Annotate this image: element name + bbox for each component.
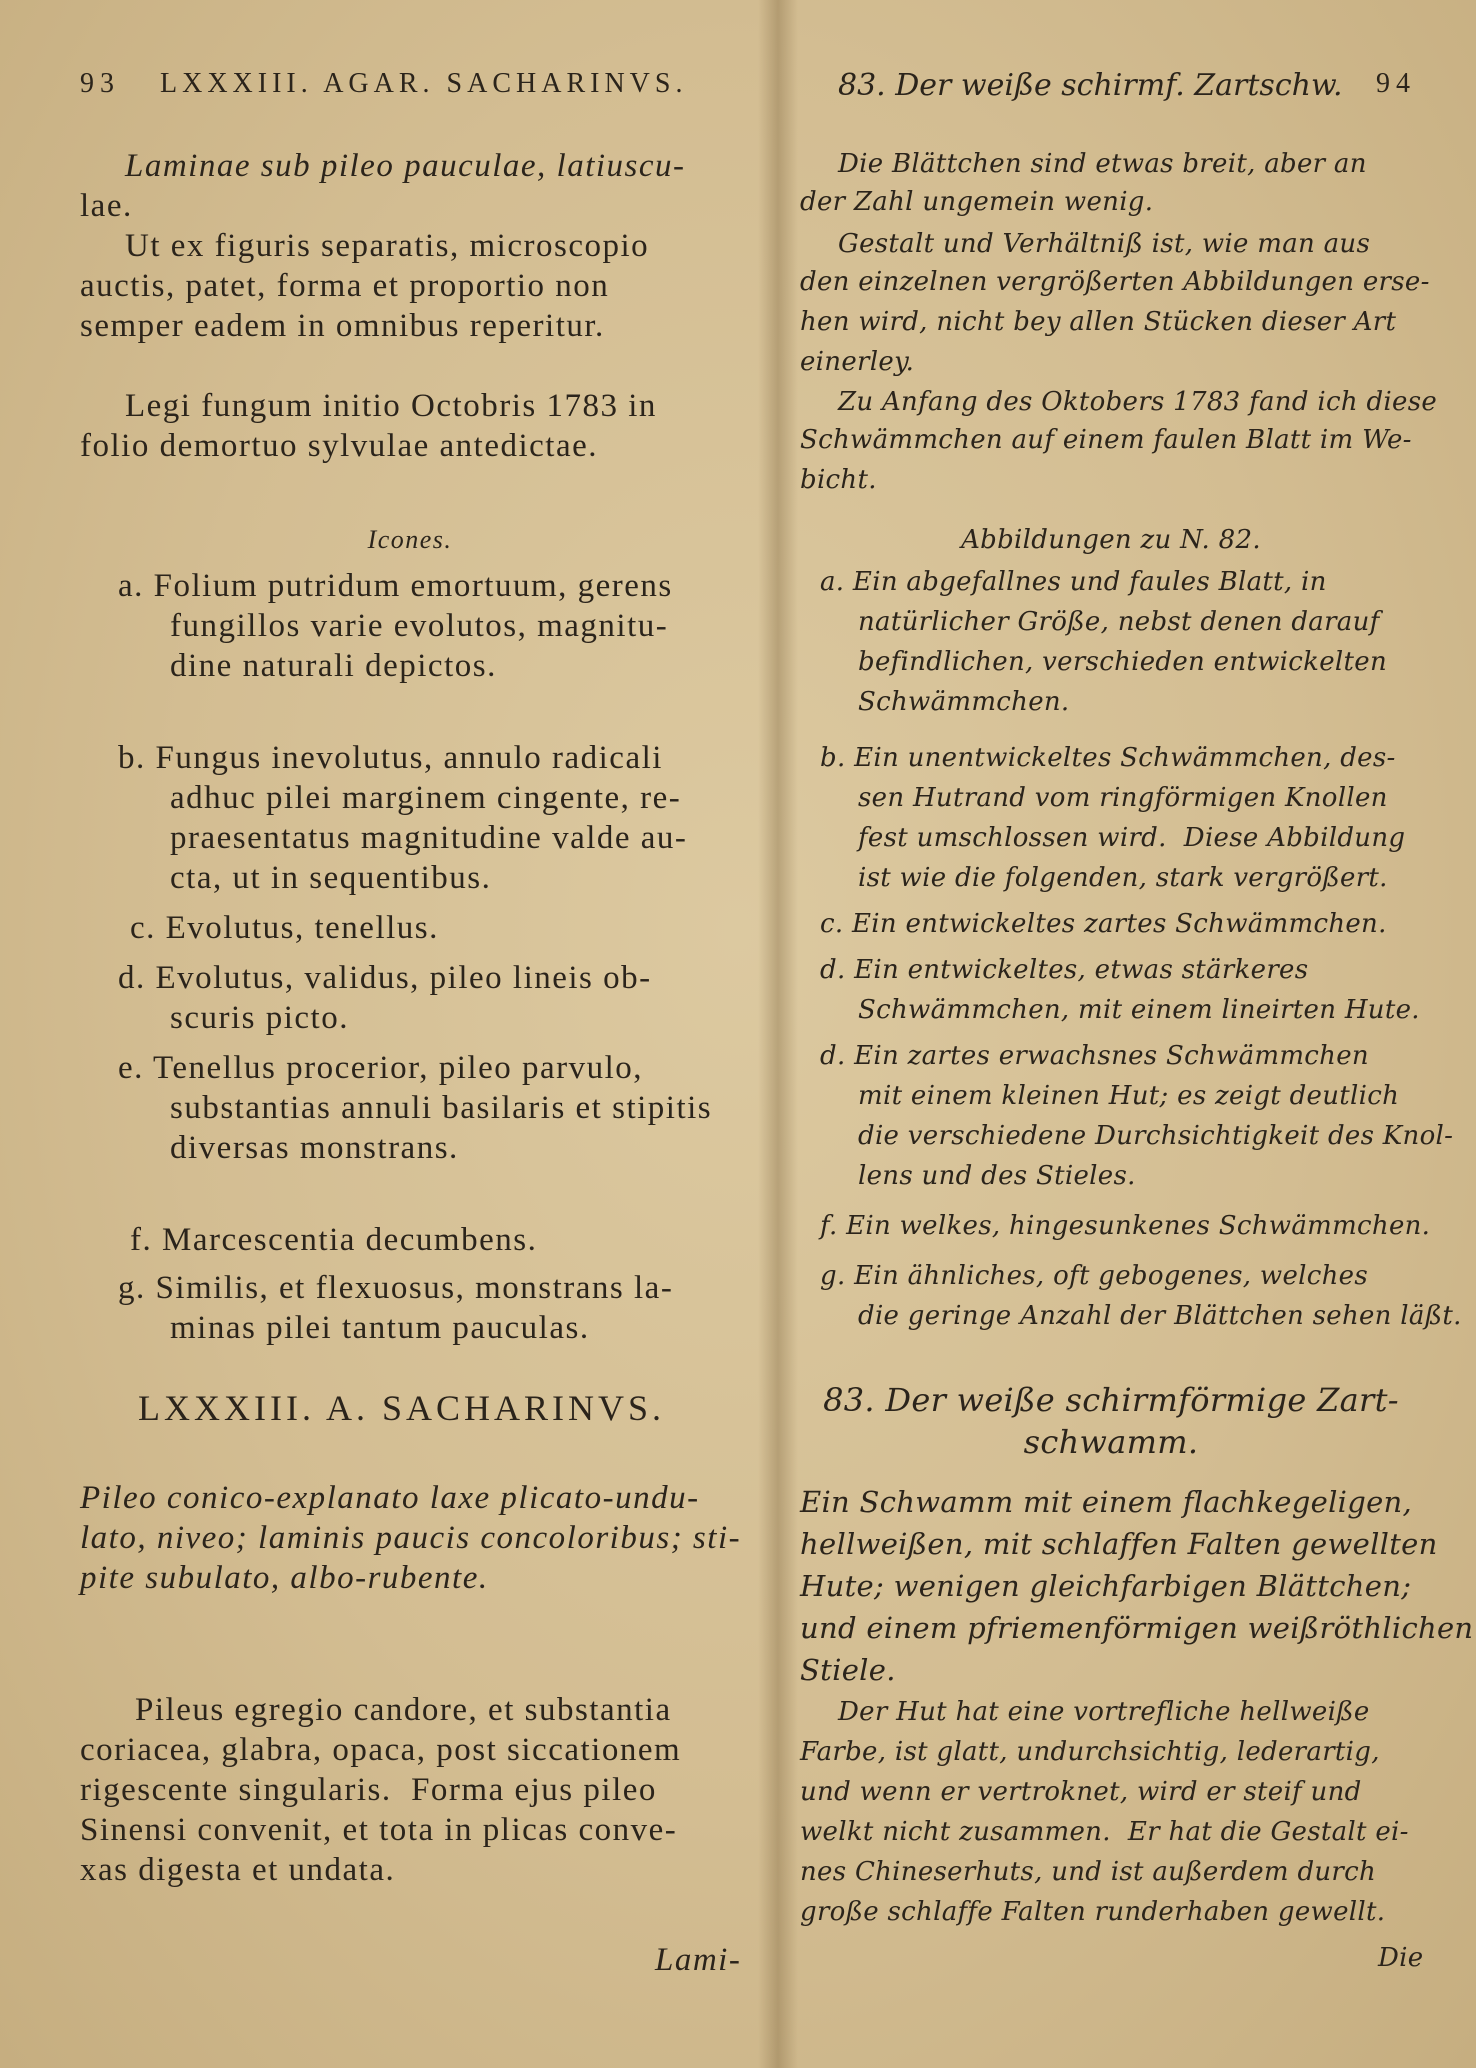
diagnosis-line: Pileo conico-explanato laxe plicato-undu- [80,1480,700,1516]
text-line: auctis, patet, forma et proportio non [80,268,610,304]
catchword: Lami- [655,1942,742,1978]
text-line: und wenn er vertroknet, wird er steif und [800,1777,1362,1807]
text-line: den einzelnen vergrößerten Abbildungen erse- [800,267,1430,297]
gutter-shadow [758,0,798,2068]
species-title: schwamm. [1023,1423,1199,1461]
text-line: sen Hutrand vom ringförmigen Knollen [858,783,1388,813]
text-line: der Zahl ungemein wenig. [800,187,1154,217]
text-line: cta, ut in sequentibus. [170,860,492,896]
section-heading: Abbildungen zu N. 82. [961,525,1261,555]
figure-item: d. Evolutus, validus, pileo lineis ob- [118,960,652,996]
running-head: LXXXIII. AGAR. SACHARINVS. [160,68,688,99]
text-line: Laminae sub pileo pauculae, latiuscu- [125,148,686,184]
running-head: 83. Der weiße schirmf. Zartschw. [838,68,1343,103]
figure-item: b. Fungus inevolutus, annulo radicali [118,740,663,776]
figure-item: g. Ein ähnliches, oft gebogenes, welches [820,1261,1369,1291]
text-line: mit einem kleinen Hut; es zeigt deutlich [858,1081,1400,1111]
text-line: diversas monstrans. [170,1130,459,1166]
text-line: große schlaffe Falten runderhaben gewellt. [800,1897,1386,1927]
figure-item: d. Ein zartes erwachsnes Schwämmchen [820,1041,1369,1071]
text-line: Pileus egregio candore, et substantia [135,1692,672,1728]
text-line: fest umschlossen wird. Diese Abbildung [858,823,1406,853]
text-line: fungillos varie evolutos, magnitu- [170,608,669,644]
page-number: 94 [1376,68,1416,99]
text-line: nes Chineserhuts, und ist außerdem durch [800,1857,1377,1887]
text-line: lae. [80,188,133,224]
text-line: Sinensi convenit, et tota in plicas conve- [80,1812,678,1848]
figure-item: b. Ein unentwickeltes Schwämmchen, des- [820,743,1396,773]
text-line: die verschiedene Durchsichtigkeit des Knol- [858,1121,1454,1151]
text-line: Farbe, ist glatt, undurchsichtig, lederartig, [800,1737,1380,1767]
text-line: hen wird, nicht bey allen Stücken dieser Art [800,307,1397,337]
text-line: Ut ex figuris separatis, microscopio [125,228,650,264]
text-line: hellweißen, mit schlaffen Falten gewellten [800,1527,1438,1561]
text-line: Stiele. [800,1653,896,1687]
text-line: Zu Anfang des Oktobers 1783 fand ich diese [838,387,1438,417]
page-number: 93 [80,68,120,99]
text-line: Schwämmchen. [858,687,1070,717]
catchword: Die [1378,1943,1424,1973]
text-line: Schwämmchen auf einem faulen Blatt im We- [800,425,1412,455]
figure-item: f. Marcescentia decumbens. [130,1222,538,1258]
text-line: die geringe Anzahl der Blättchen sehen läßt. [858,1301,1462,1331]
text-line: scuris picto. [170,1000,349,1036]
text-line: semper eadem in omnibus reperitur. [80,308,605,344]
figure-item: c. Evolutus, tenellus. [130,910,439,946]
text-line: ist wie die folgenden, stark vergrößert. [858,863,1388,893]
text-line: lens und des Stieles. [858,1161,1136,1191]
text-line: Der Hut hat eine vortrefliche hellweiße [838,1697,1370,1727]
figure-item: d. Ein entwickeltes, etwas stärkeres [820,955,1309,985]
text-line: befindlichen, verschieden entwickelten [858,647,1388,677]
figure-item: e. Tenellus procerior, pileo parvulo, [118,1050,644,1086]
text-line: Schwämmchen, mit einem lineirten Hute. [858,995,1420,1025]
text-line: Ein Schwamm mit einem flachkegeligen, [800,1485,1413,1519]
diagnosis-line: lato, niveo; laminis paucis concoloribus; sti- [80,1520,742,1556]
text-line: Hute; wenigen gleichfarbigen Blättchen; [800,1569,1412,1603]
text-line: minas pilei tantum pauculas. [170,1310,590,1346]
text-line: folio demortuo sylvulae antedictae. [80,428,599,464]
text-line: dine naturali depictos. [170,648,497,684]
text-line: substantias annuli basilaris et stipitis [170,1090,713,1126]
text-line: welkt nicht zusammen. Er hat die Gestalt ei- [800,1817,1409,1847]
figure-item: a. Ein abgefallnes und faules Blatt, in [820,567,1327,597]
text-line: bicht. [800,465,877,495]
species-title: 83. Der weiße schirmförmige Zart- [823,1381,1399,1419]
figure-item: a. Folium putridum emortuum, gerens [118,568,673,604]
text-line: xas digesta et undata. [80,1852,396,1888]
text-line: rigescente singularis. Forma ejus pileo [80,1772,657,1808]
figure-item: c. Ein entwickeltes zartes Schwämmchen. [820,909,1387,939]
figure-item: g. Similis, et flexuosus, monstrans la- [118,1270,674,1306]
text-line: einerley. [800,347,915,377]
section-heading: Icones. [367,525,453,554]
text-line: adhuc pilei marginem cingente, re- [170,780,682,816]
text-line: Die Blättchen sind etwas breit, aber an [838,149,1367,179]
text-line: Gestalt und Verhältniß ist, wie man aus [838,229,1371,259]
text-line: Legi fungum initio Octobris 1783 in [125,388,657,424]
text-line: coriacea, glabra, opaca, post siccationem [80,1732,682,1768]
species-title: LXXXIII. A. SACHARINVS. [138,1388,666,1428]
figure-item: f. Ein welkes, hingesunkenes Schwämmchen. [820,1211,1431,1241]
text-line: und einem pfriemenförmigen weißröthlichen [800,1611,1474,1645]
text-line: praesentatus magnitudine valde au- [170,820,688,856]
diagnosis-line: pite subulato, albo-rubente. [80,1560,489,1596]
text-line: natürlicher Größe, nebst denen darauf [858,607,1380,637]
